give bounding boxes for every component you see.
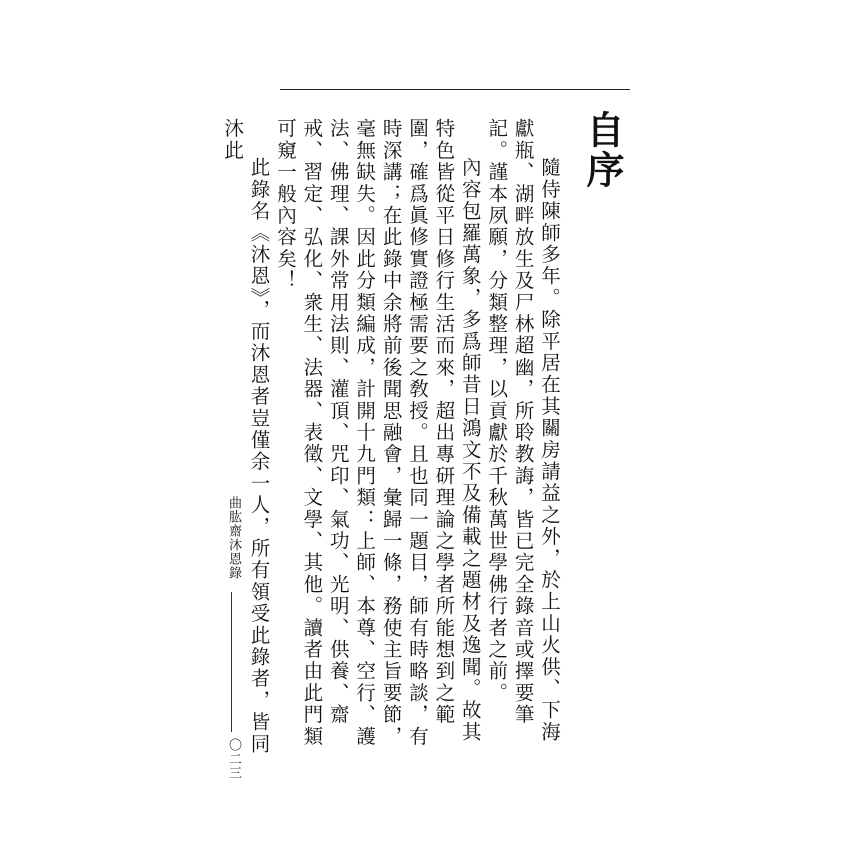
running-head-rule [231, 592, 232, 732]
top-rule [280, 89, 630, 90]
paragraph-2: 內容包羅萬象，多爲師昔日鴻文不及備載之題材及逸聞。故其特色皆從平日修行生活而來，超出專研理論之學者所能想到之範圍，確爲眞修實證極需要之敎授。且也同一題目，師有時略談，有時深講；在此錄中余將前後聞思融會，彙歸一條，務使主旨要節，毫無缺失。因此分類編成，計開十九門類：上師、本尊、空行、護法、佛理、課外常用法則、灌頂、咒印、氣功、光明、供養、齋戒、習定、弘化、衆生、法器、表徵、文學、其他。讀者由此門類可窺一般內容矣！ [273, 118, 482, 748]
running-head: 曲肱齋沐恩錄 [226, 496, 241, 580]
page-title: 自序 [580, 110, 625, 190]
page-number: 〇二三 [226, 738, 241, 780]
paragraph-3: 此錄名《沐恩》，而沐恩者豈僅余一人，所有領受此錄者，皆同沐此 [221, 118, 271, 755]
paragraph-1: 隨侍陳師多年。除平居在其關房請益之外，於上山火供、下海獻瓶、湖畔放生及尸林超幽，所聆教誨，皆已完全錄音或擇要筆記。謹本夙願，分類整理，以貢獻於千秋萬世學佛行者之前。 [485, 118, 561, 743]
